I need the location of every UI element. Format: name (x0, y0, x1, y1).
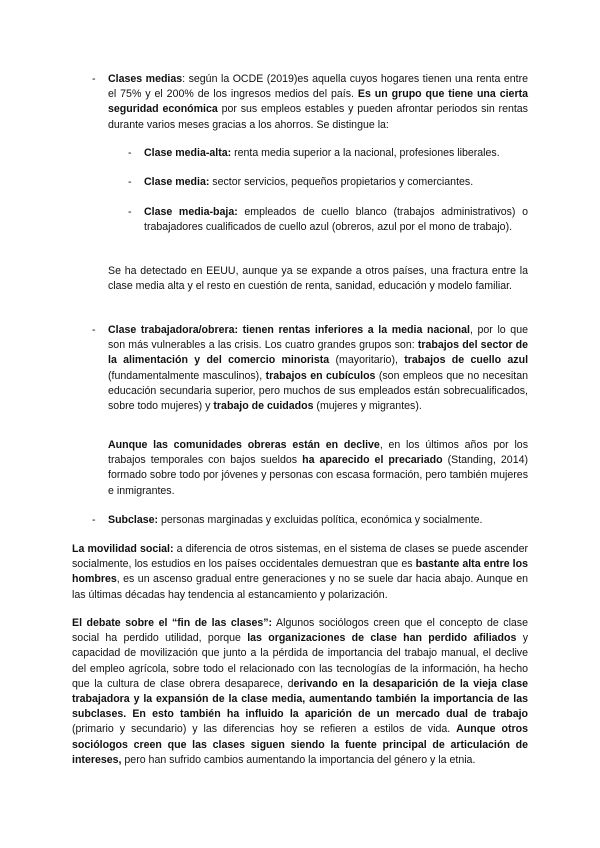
text-run: , es un ascenso gradual entre generaciones y no se suele dar hacia abajo. Aunque en las últimas décadas hay tendencia al estancamiento y polarización. (72, 573, 528, 601)
clase-media-baja-item (144, 205, 528, 235)
subclase-item (108, 513, 528, 528)
bold-term: Clase trabajadora/obrera: tienen rentas inferiores a la media nacional (108, 324, 470, 336)
text-run: sector servicios, pequeños propietarios y comerciantes. (209, 176, 474, 188)
text-run: , por lo que son más vulnerables a las crisis. Los cuatro grandes grupos son: (108, 324, 528, 352)
bold-phrase: bastante alta entre los hombres (72, 558, 528, 586)
bold-phrase: trabajos del sector de la alimentación y del comercio minorista (108, 339, 529, 367)
bold-phrase: trabajos de cuello azul (404, 354, 529, 367)
bullet-dash: - (92, 73, 96, 85)
movilidad-social-paragraph (72, 542, 528, 603)
sub-bullet-dash: - (128, 147, 132, 159)
bold-phrase: Es un grupo que tiene una cierta seguridad económica (108, 88, 528, 116)
bold-term: Subclase: (108, 514, 159, 526)
bold-term: Clase media-alta: (144, 147, 232, 159)
bullet-dash: - (92, 324, 96, 336)
bold-heading: El debate sobre el “fin de las clases”: (72, 617, 273, 629)
bold-term: Clase media: (144, 176, 210, 188)
text-run: (son empleos que no necesitan educación secundaria superior, pero muchos de sus empleados están sobrecualificados, sobre todo mujeres) y (108, 369, 528, 413)
text-run: (primario y secundario) y las diferencias hoy se refieren a estilos de vida. (72, 723, 457, 736)
fin-de-las-clases-paragraph (72, 616, 528, 768)
bold-phrase: ha aparecido el precariado (302, 454, 443, 467)
text-run: (Standing, 2014) formado sobre todo por jóvenes y personas con escasa formación, pero también mujeres e inmigrantes. (108, 454, 528, 497)
precariado-paragraph (108, 438, 528, 499)
text-run: personas marginadas y excluidas política, económica y socialmente. (158, 514, 483, 526)
text-run: : según la OCDE (2019)es aquella cuyos hogares tienen una renta entre el 75% y el 200% de los ingresos medios del país. (108, 73, 528, 101)
clase-media-alta-item (144, 146, 528, 161)
bold-heading: La movilidad social: (72, 543, 174, 555)
clase-trabajadora-paragraph (108, 323, 528, 414)
text-run: (mayoritario), (329, 354, 405, 367)
clases-medias-paragraph (108, 72, 528, 133)
text-run: , en los últimos años por los trabajos temporales con bajos sueldos (108, 439, 528, 467)
bold-phrase: Aunque otros sociólogos creen que las clases siguen siendo la fuente principal de articulación de intereses, (72, 723, 529, 766)
bold-term: Clase media-baja: (144, 206, 238, 218)
text-run: pero han sufrido cambios aumentando la importancia del género y la etnia. (121, 753, 476, 766)
bold-phrase: trabajos en cubículos (265, 369, 376, 382)
bold-phrase: trabajo de cuidados (213, 400, 314, 413)
bold-phrase: las organizaciones de clase han perdido afiliados (247, 632, 517, 645)
bold-term: Clases medias (108, 73, 183, 85)
text-run: empleados de cuello blanco (trabajos administrativos) o trabajadores cualificados de cuello azul (obreros, azul por el mono de trabajo). (144, 206, 528, 234)
bold-phrase: erivando en la desaparición de la vieja clase trabajadora y la expansión de la clase media, aumentando también la importancia de las subclases. En esto también ha influido la aparición de un mercado dual de trabajo (72, 677, 529, 721)
bullet-dash: - (92, 514, 96, 526)
sub-bullet-dash: - (128, 206, 132, 218)
text-run: Algunos sociólogos creen que el concepto de clase social ha perdido utilidad, porque (72, 617, 529, 645)
text-run: renta media superior a la nacional, profesiones liberales. (231, 147, 500, 159)
text-run: y capacidad de movilización que junto a la pérdida de importancia del trabajo manual, el declive del empleo agrícola, sobre todo el relacionado con las tecnologías de la información, ha hecho que la cultura de clase obrera desaparece, d (72, 632, 528, 690)
text-run: a diferencia de otros sistemas, en el sistema de clases se puede ascender socialmente, los estudios en los países occidentales demuestran que es (72, 543, 528, 571)
eeuu-paragraph: Se ha detectado en EEUU, aunque ya se expande a otros países, una fractura entre la clase media alta y el resto en cuestión de renta, sanidad, educación y modelo familiar. (108, 265, 528, 293)
bold-phrase: Aunque las comunidades obreras están en declive (108, 439, 380, 451)
text-run: (fundamentalmente masculinos), (108, 369, 266, 382)
text-run: (mujeres y migrantes). (313, 400, 422, 413)
sub-bullet-dash: - (128, 176, 132, 188)
clase-media-item (144, 175, 528, 190)
text-run: por sus empleos estables y pueden afrontar periodos sin rentas durante varios meses gracias a los ahorros. Se distingue la: (108, 103, 528, 131)
